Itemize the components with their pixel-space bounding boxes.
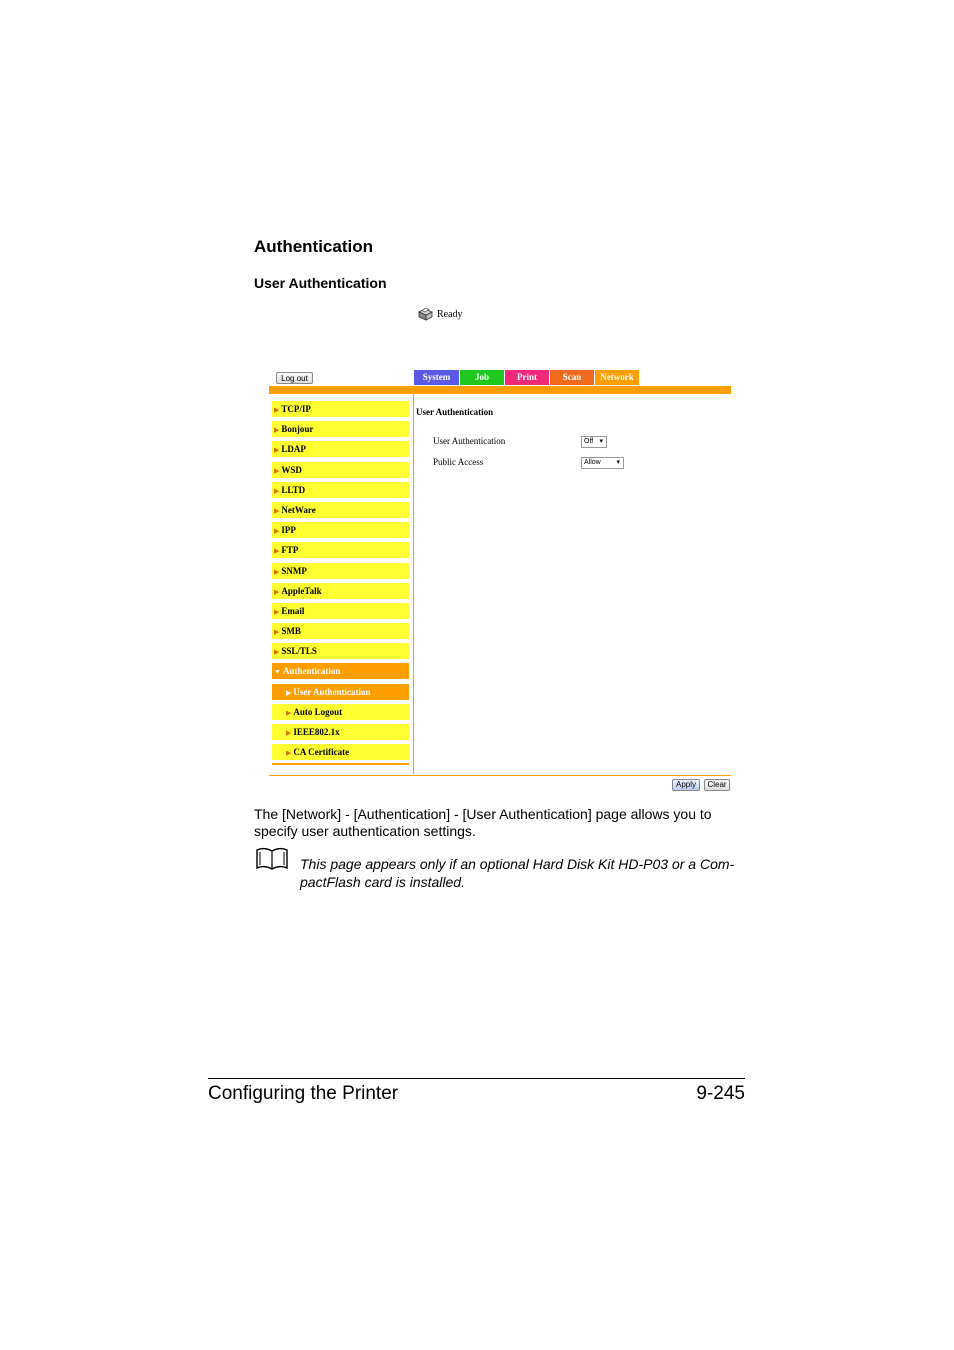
triangle-right-icon: ▶ [286,749,292,758]
main-tabs [414,370,640,385]
triangle-down-icon: ▼ [274,668,281,677]
body-paragraph: The [Network] - [Authentication] - [User Authentication] page allows you to specify user authentication settings. [254,806,712,839]
triangle-right-icon: ▶ [274,628,280,637]
triangle-right-icon: ▶ [274,446,280,455]
triangle-right-icon: ▶ [274,486,280,495]
logout-button[interactable]: Log out [276,372,313,384]
tab-job[interactable]: Job [460,370,504,385]
triangle-right-icon: ▶ [274,607,280,616]
sidebar-item-ftp[interactable]: ▶ FTP [272,542,409,558]
triangle-right-icon: ▶ [274,426,280,435]
user-authentication-select[interactable]: Off ▾ [581,436,607,448]
sidebar-item-email[interactable]: ▶ Email [272,603,409,619]
section-subheading: User Authentication [254,275,387,291]
sidebar-item-netware[interactable]: ▶ NetWare [272,502,409,518]
note-text: This page appears only if an optional Hard Disk Kit HD-P03 or a Com-pactFlash card is installed. [300,856,735,890]
status-text: Ready [437,308,463,320]
public-access-select[interactable]: Allow ▾ [581,457,624,469]
tab-print[interactable]: Print [505,370,549,385]
sidebar-item-wsd[interactable]: ▶ WSD [272,462,409,478]
user-authentication-label: User Authentication [433,436,506,446]
sidebar-item-smb[interactable]: ▶ SMB [272,623,409,639]
pane-divider [413,394,414,774]
sidebar-item-ipp[interactable]: ▶ IPP [272,522,409,538]
sidebar-item-ca-certificate[interactable]: ▶ CA Certificate [272,744,409,760]
triangle-right-icon: ▶ [274,547,280,556]
chevron-down-icon: ▾ [599,438,603,445]
triangle-right-icon: ▶ [286,708,292,717]
triangle-right-icon: ▶ [286,688,292,697]
triangle-right-icon: ▶ [274,406,280,414]
sidebar-item-snmp[interactable]: ▶ SNMP [272,563,409,579]
sidebar-menu [272,401,409,764]
triangle-right-icon: ▶ [274,506,280,515]
tab-network[interactable]: Network [595,370,639,385]
apply-button[interactable]: Apply [672,779,700,791]
footer-divider [269,775,731,776]
sidebar-item-ldap[interactable]: ▶ LDAP [272,441,409,457]
public-access-label: Public Access [433,457,484,467]
sidebar-end-rule [272,763,409,765]
triangle-right-icon: ▶ [274,567,280,576]
triangle-right-icon: ▶ [274,466,280,475]
printer-status [416,305,463,323]
sidebar-item-lltd[interactable]: ▶ LLTD [272,482,409,498]
chevron-down-icon: ▾ [616,459,620,466]
tab-system[interactable]: System [414,370,459,385]
tab-scan[interactable]: Scan [550,370,594,385]
printer-icon [416,306,434,322]
sidebar-item-appletalk[interactable]: ▶ AppleTalk [272,583,409,599]
sidebar-item-user-authentication[interactable]: ▶ User Authentication [272,684,409,700]
page-number: 9-245 [696,1083,745,1104]
triangle-right-icon: ▶ [286,729,292,737]
triangle-right-icon: ▶ [274,648,280,657]
sidebar-item-auto-logout[interactable]: ▶ Auto Logout [272,704,409,720]
sidebar-item-ssltls[interactable]: ▶ SSL/TLS [272,643,409,659]
section-heading: Authentication [254,237,373,256]
clear-button[interactable]: Clear [704,779,730,791]
footer-rule [208,1078,745,1079]
pane-title: User Authentication [416,407,494,417]
sidebar-item-bonjour[interactable]: ▶ Bonjour [272,421,409,437]
sidebar-item-ieee8021x[interactable]: ▶ IEEE802.1x [272,724,409,740]
footer-title: Configuring the Printer [208,1083,399,1104]
sidebar-item-authentication[interactable]: ▼ Authentication [272,663,409,679]
header-bar [269,386,731,394]
triangle-right-icon: ▶ [274,527,280,536]
triangle-right-icon: ▶ [274,587,280,596]
book-icon [255,846,289,877]
sidebar-item-tcpip[interactable]: ▶ TCP/IP [272,401,409,417]
